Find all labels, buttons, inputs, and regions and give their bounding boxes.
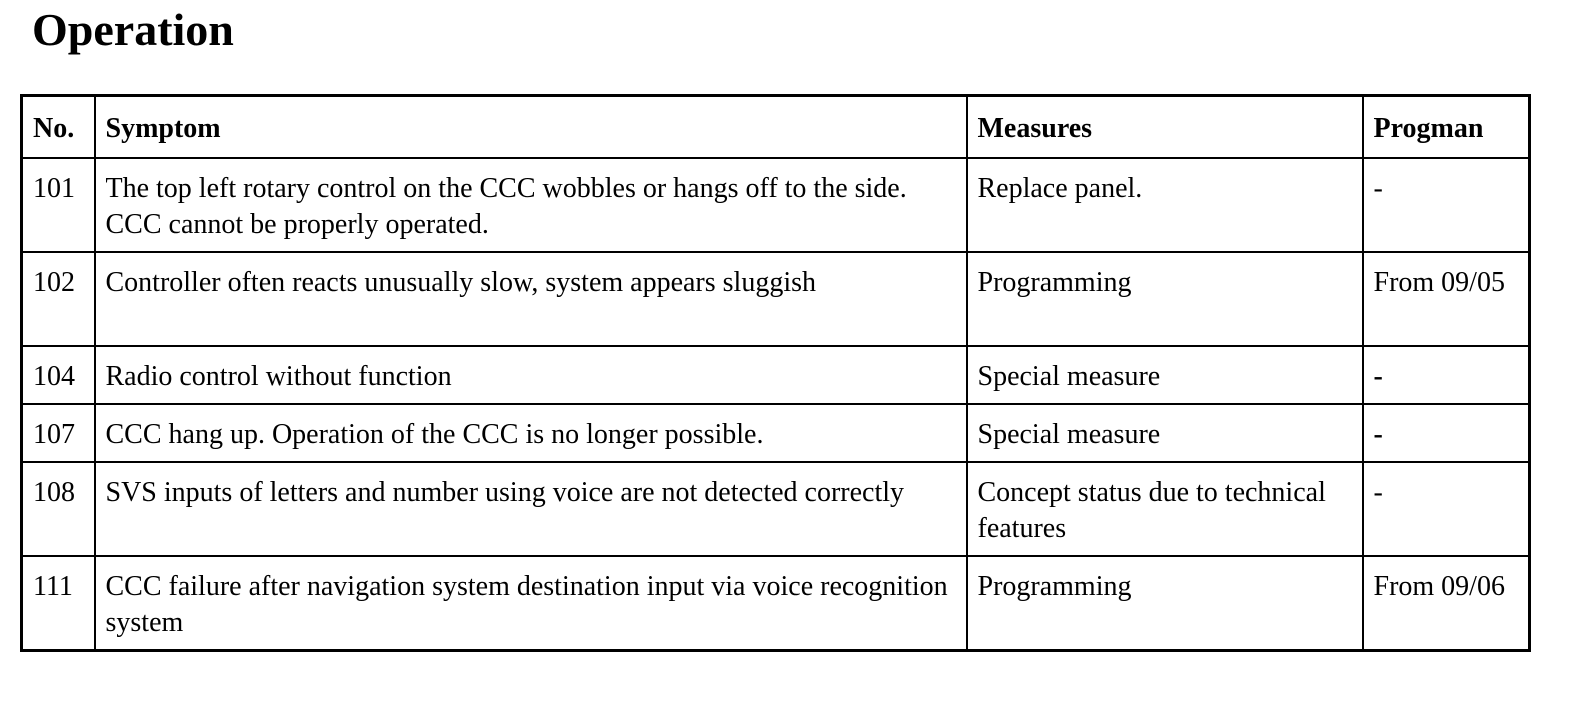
cell-measures: Replace panel.: [967, 158, 1363, 252]
page-title: Operation: [32, 4, 234, 55]
cell-symptom: SVS inputs of letters and number using voice are not detected correctly: [95, 462, 967, 556]
cell-measures: Programming: [967, 252, 1363, 346]
cell-progman: From 09/05: [1363, 252, 1530, 346]
cell-no: 102: [22, 252, 95, 346]
table-row: [22, 462, 1530, 556]
cell-measures: Special measure: [967, 404, 1363, 462]
cell-progman: -: [1363, 462, 1530, 556]
cell-progman: From 09/06: [1363, 556, 1530, 651]
cell-measures: Programming: [967, 556, 1363, 651]
cell-no: 104: [22, 346, 95, 404]
column-header-progman: Progman: [1363, 96, 1530, 159]
cell-no: 108: [22, 462, 95, 556]
cell-measures: Special measure: [967, 346, 1363, 404]
table-row: [22, 346, 1530, 404]
table-row: [22, 404, 1530, 462]
cell-no: 101: [22, 158, 95, 252]
cell-symptom: CCC hang up. Operation of the CCC is no longer possible.: [95, 404, 967, 462]
cell-progman: -: [1363, 404, 1530, 462]
column-header-no: No.: [22, 96, 95, 159]
cell-no: 107: [22, 404, 95, 462]
cell-symptom: Radio control without function: [95, 346, 967, 404]
table-row: [22, 252, 1530, 346]
cell-symptom: The top left rotary control on the CCC wobbles or hangs off to the side. CCC cannot be properly operated.: [95, 158, 967, 252]
table-row: [22, 556, 1530, 651]
cell-measures: Concept status due to technical features: [967, 462, 1363, 556]
cell-symptom: CCC failure after navigation system destination input via voice recognition system: [95, 556, 967, 651]
operation-table: [20, 94, 1531, 652]
cell-no: 111: [22, 556, 95, 651]
table-header-row: [22, 96, 1530, 159]
table-row: [22, 158, 1530, 252]
cell-progman: -: [1363, 158, 1530, 252]
cell-progman: -: [1363, 346, 1530, 404]
column-header-symptom: Symptom: [95, 96, 967, 159]
cell-symptom: Controller often reacts unusually slow, system appears sluggish: [95, 252, 967, 346]
column-header-measures: Measures: [967, 96, 1363, 159]
